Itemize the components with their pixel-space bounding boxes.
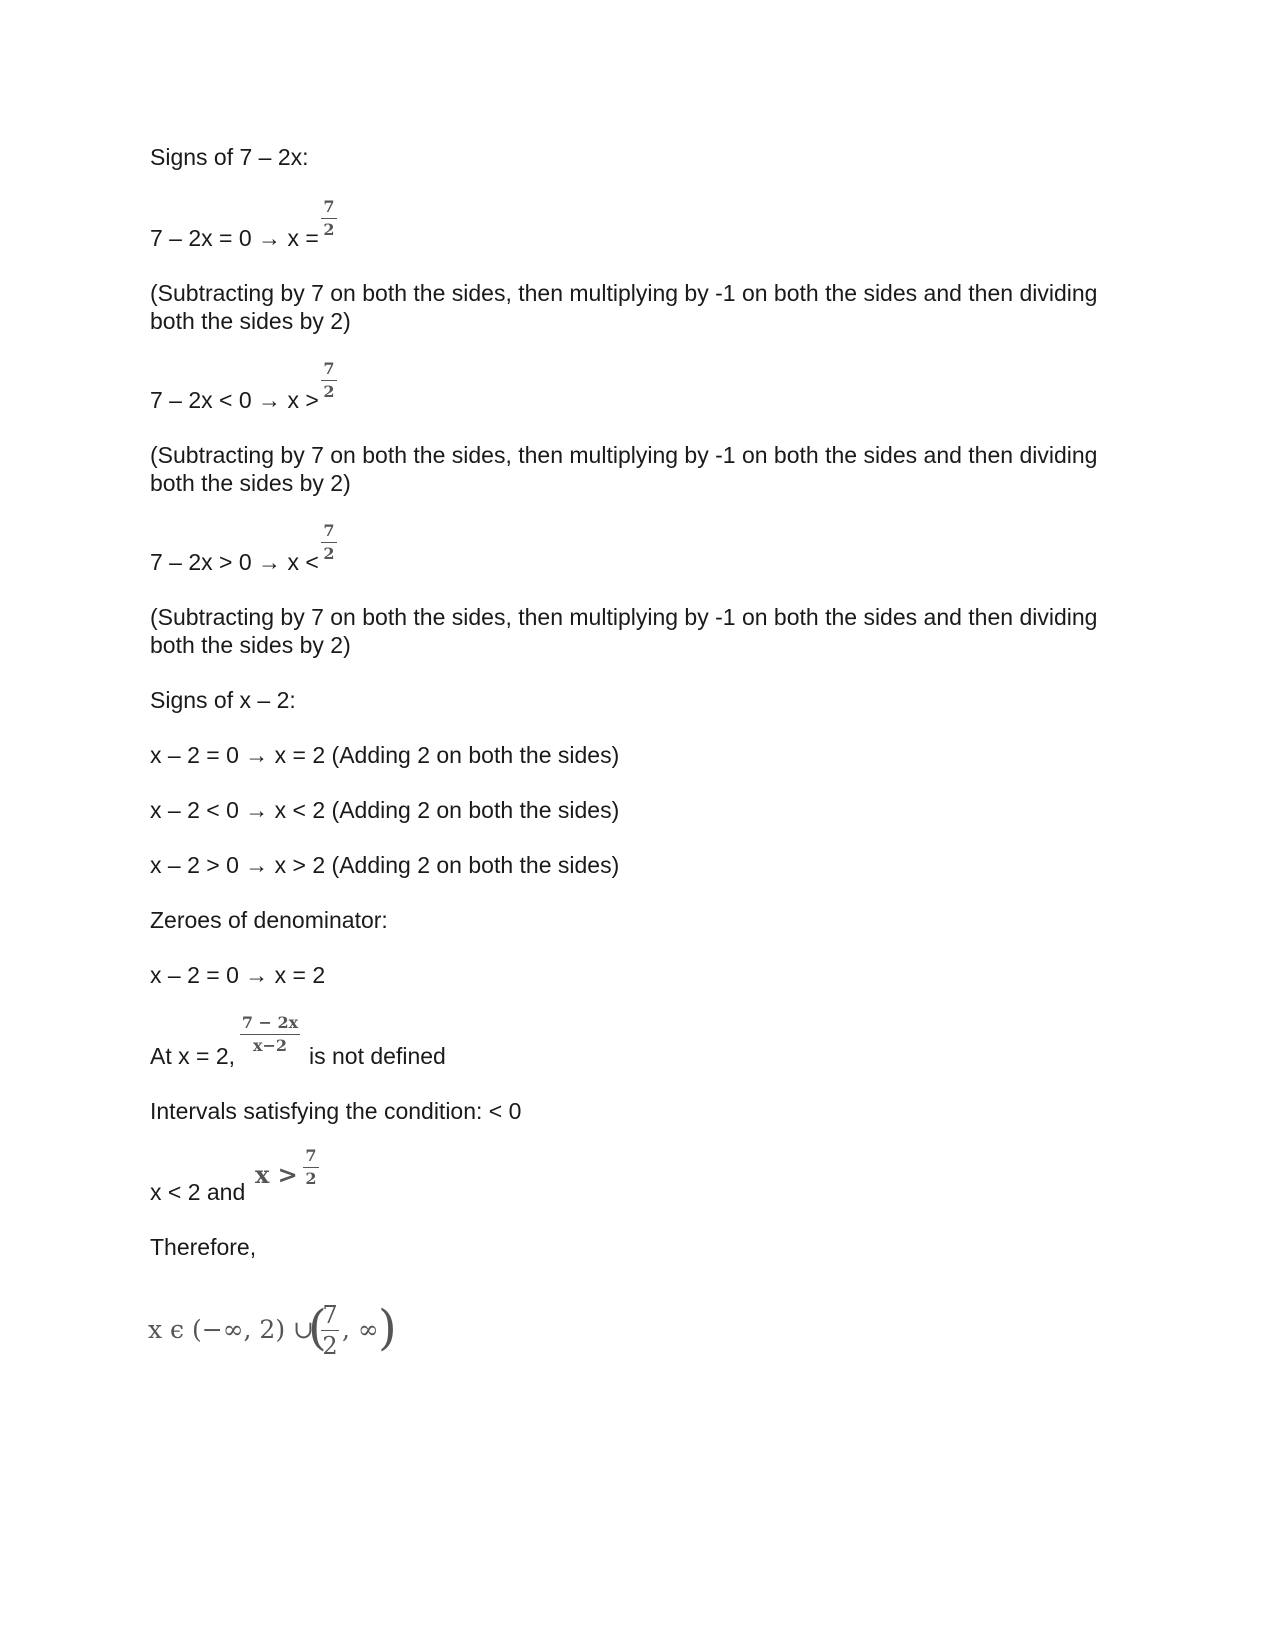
fraction-seven-halves-3: [321, 522, 337, 563]
fraction-denominator: 2: [305, 1169, 317, 1188]
signs-heading-2: Signs of x – 2:: [150, 687, 296, 713]
equation-2: 7 – 2x < 0 → x >: [150, 387, 319, 413]
fraction-seven-halves-4: [303, 1147, 319, 1188]
fraction-numerator: 7 − 2x: [241, 1013, 299, 1032]
final-infinity: , ∞: [342, 1315, 379, 1344]
therefore-label: Therefore,: [150, 1234, 257, 1260]
x-greater-than: x >: [255, 1160, 298, 1189]
note-2: (Subtracting by 7 on both the sides, then multiplying by -1 on both the sides and then dividing both the sides by 2): [150, 442, 1098, 496]
equation-4: x – 2 = 0 → x = 2 (Adding 2 on both the sides): [150, 742, 620, 768]
fraction-denominator: x−2: [252, 1036, 288, 1055]
fraction-denominator: 2: [322, 1332, 338, 1360]
and-prefix: x < 2 and: [150, 1179, 246, 1205]
fraction-numerator: 7: [323, 197, 335, 216]
note-3: (Subtracting by 7 on both the sides, then multiplying by -1 on both the sides and then dividing both the sides by 2): [150, 604, 1098, 658]
signs-heading-1: Signs of 7 – 2x:: [150, 144, 309, 170]
note-1: (Subtracting by 7 on both the sides, then multiplying by -1 on both the sides and then dividing both the sides by 2): [150, 280, 1098, 334]
fraction-seven-halves-1: [321, 198, 337, 239]
equation-3: 7 – 2x > 0 → x <: [150, 549, 319, 575]
fraction-numerator: 7: [323, 521, 335, 540]
equation-5: x – 2 < 0 → x < 2 (Adding 2 on both the sides): [150, 797, 620, 823]
fraction-denominator: 2: [323, 544, 335, 563]
final-answer-prefix: x ϵ (−∞, 2) ∪: [148, 1315, 314, 1344]
at-x-prefix: At x = 2,: [150, 1043, 236, 1069]
fraction-expression: [240, 1014, 300, 1055]
intervals-heading: Intervals satisfying the condition: < 0: [150, 1098, 522, 1124]
equation-1: 7 – 2x = 0 → x =: [150, 225, 319, 251]
fraction-denominator: 2: [323, 220, 335, 239]
equation-6: x – 2 > 0 → x > 2 (Adding 2 on both the sides): [150, 852, 620, 878]
fraction-numerator: 7: [322, 1301, 338, 1329]
left-paren: (: [308, 1300, 327, 1356]
equation-7: x – 2 = 0 → x = 2: [150, 962, 326, 988]
final-fraction: [321, 1302, 339, 1359]
at-x-suffix: is not defined: [309, 1043, 446, 1069]
zeroes-heading: Zeroes of denominator:: [150, 907, 388, 933]
fraction-numerator: 7: [323, 359, 335, 378]
fraction-numerator: 7: [305, 1146, 317, 1165]
fraction-seven-halves-2: [321, 360, 337, 401]
right-paren: ): [378, 1300, 397, 1356]
fraction-denominator: 2: [323, 382, 335, 401]
